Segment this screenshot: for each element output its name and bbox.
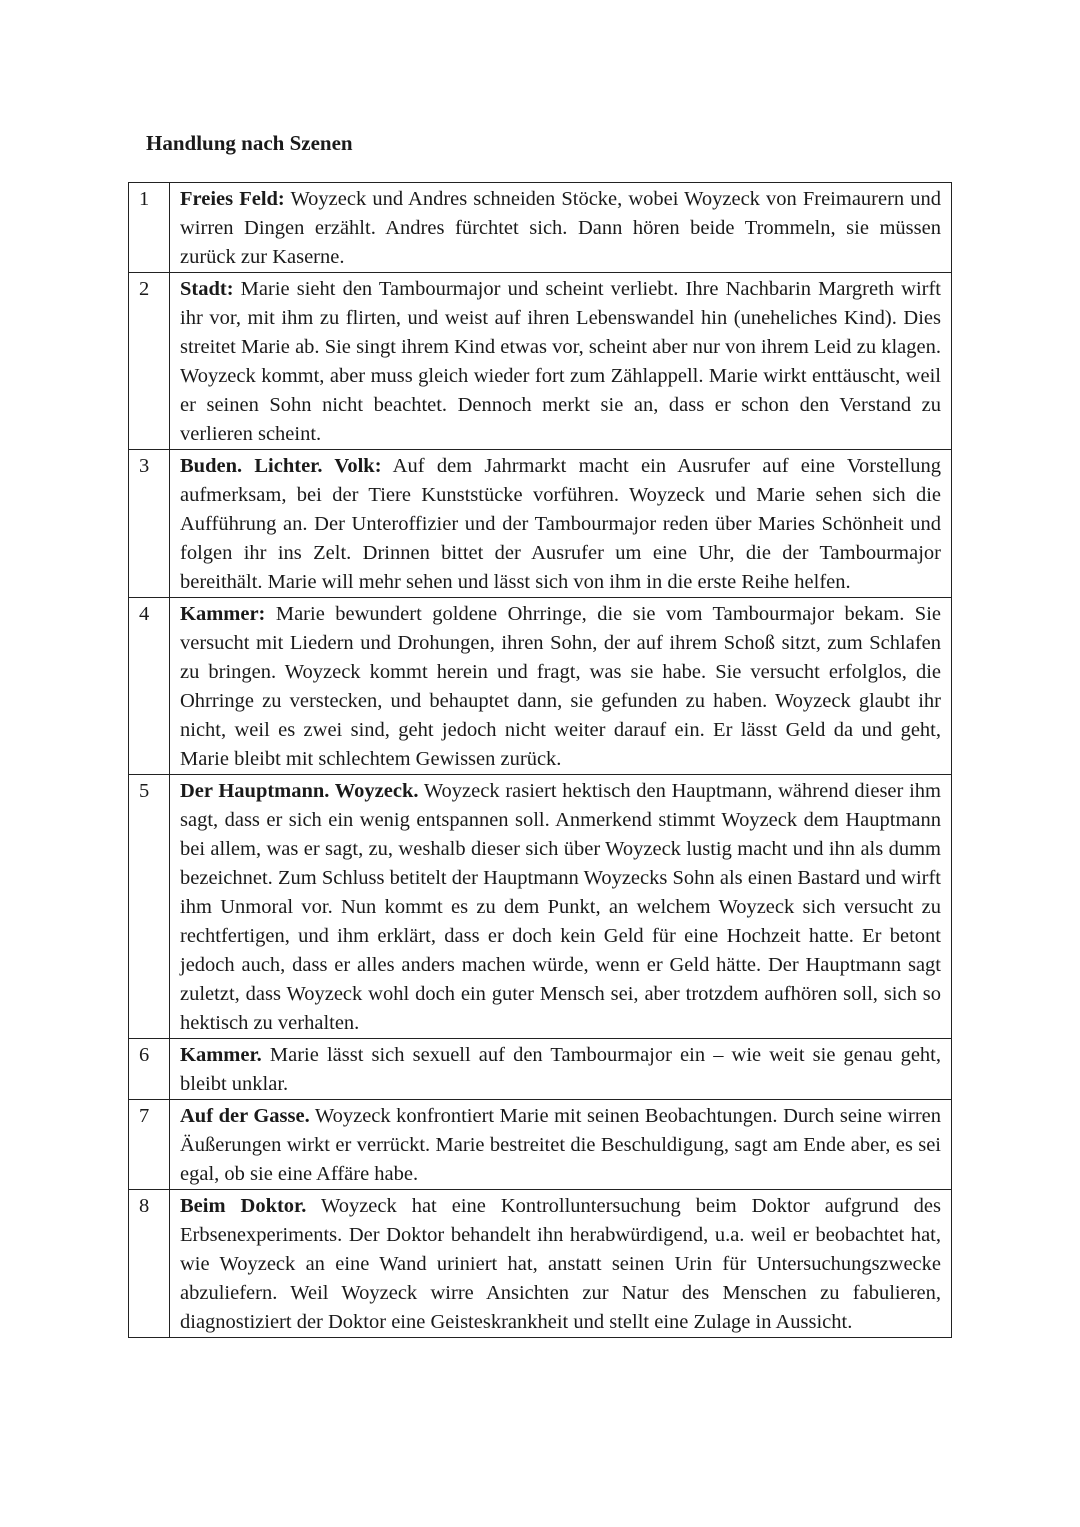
scene-description	[170, 598, 952, 775]
scene-table	[128, 182, 952, 1338]
scene-title: Buden. Lichter. Volk:	[180, 455, 382, 477]
scene-title: Kammer:	[180, 603, 266, 625]
scene-row	[129, 1100, 952, 1190]
scene-row	[129, 450, 952, 598]
scene-text: Auf dem Jahrmarkt macht ein Ausrufer auf eine Vorstellung aufmerksam, bei der Tiere Kunststücke vorführen. Woyzeck und Marie sehen sich die Aufführung an. Der Unteroffizier und der Tambourmajor reden über Maries Schönheit und folgen ihr ins Zelt. Drinnen bittet der Ausrufer um eine Uhr, die der Tambourmajor bereithält. Marie will mehr sehen und lässt sich von ihm in die erste Reihe helfen.	[180, 455, 942, 593]
scene-number: 3	[129, 450, 170, 598]
scene-number: 2	[129, 273, 170, 450]
scene-text: Woyzeck konfrontiert Marie mit seinen Beobachtungen. Durch seine wirren Äußerungen wirkt er verrückt. Marie bestreitet die Beschuldigung, sagt am Ende aber, es sei egal, ob sie eine Affäre habe.	[180, 1105, 941, 1185]
scene-number: 6	[129, 1039, 170, 1100]
scene-title: Kammer.	[180, 1044, 262, 1066]
scene-number: 5	[129, 775, 170, 1039]
scene-number: 8	[129, 1190, 170, 1338]
scene-description	[170, 273, 952, 450]
scene-number: 7	[129, 1100, 170, 1190]
scene-title: Beim Doktor.	[180, 1195, 307, 1217]
scene-number: 4	[129, 598, 170, 775]
scene-title: Auf der Gasse.	[180, 1105, 310, 1127]
scene-title: Stadt:	[180, 278, 234, 300]
scene-description	[170, 1039, 952, 1100]
scene-text: Woyzeck rasiert hektisch den Hauptmann, während dieser ihm sagt, dass er sich ein wenig entspannen soll. Anmerkend stimmt Woyzeck dem Hauptmann bei allem, was er sagt, zu, weshalb dieser sich über Woyzeck lustig macht und ihn als dumm bezeichnet. Zum Schluss betitelt der Hauptmann Woyzecks Sohn als einen Bastard und wirft ihm Unmoral vor. Nun kommt es zu dem Punkt, an welchem Woyzeck sich versucht zu rechtfertigen, und ihm erklärt, dass er doch kein Geld für eine Hochzeit hatte. Er betont jedoch auch, dass er alles anders machen würde, wenn er Geld hätte. Der Hauptmann sagt zuletzt, dass Woyzeck wohl doch ein guter Mensch sei, aber trotzdem aufhören soll, sich so hektisch zu verhalten.	[180, 780, 941, 1034]
scene-description	[170, 1190, 952, 1338]
scene-text: Marie sieht den Tambourmajor und scheint verliebt. Ihre Nachbarin Margreth wirft ihr vor, mit ihm zu flirten, und weist auf ihren Lebenswandel hin (uneheliches Kind). Dies streitet Marie ab. Sie singt ihrem Kind etwas vor, scheint aber nur von ihrem Leid zu klagen. Woyzeck kommt, aber muss gleich wieder fort zum Zählappell. Marie wirkt enttäuscht, weil er seinen Sohn nicht beachtet. Dennoch merkt sie an, dass er schon den Verstand zu verlieren scheint.	[180, 278, 941, 445]
scene-title: Freies Feld:	[180, 188, 285, 210]
scene-number: 1	[129, 183, 170, 273]
scene-row	[129, 775, 952, 1039]
scene-text: Marie bewundert goldene Ohrringe, die sie vom Tambourmajor bekam. Sie versucht mit Liedern und Drohungen, ihren Sohn, der auf ihrem Schoß sitzt, zum Schlafen zu bringen. Woyzeck kommt herein und fragt, was sie habe. Sie versucht erfolglos, die Ohrringe zu verstecken, und behauptet dann, sie gefunden zu haben. Woyzeck glaubt ihr nicht, weil es zwei sind, geht jedoch nicht weiter darauf ein. Er lässt Geld da und geht, Marie bleibt mit schlechtem Gewissen zurück.	[180, 603, 941, 770]
scene-description	[170, 183, 952, 273]
scene-row	[129, 1190, 952, 1338]
scene-row	[129, 598, 952, 775]
scene-title: Der Hauptmann. Woyzeck.	[180, 780, 419, 802]
scene-row	[129, 273, 952, 450]
scene-description	[170, 775, 952, 1039]
scene-text: Woyzeck hat eine Kontrolluntersuchung beim Doktor aufgrund des Erbsenexperiments. Der Doktor behandelt ihn herabwürdigend, u.a. weil er beobachtet hat, wie Woyzeck an eine Wand uriniert hat, anstatt seinen Urin für Untersuchungszwecke abzuliefern. Weil Woyzeck wirre Ansichten zur Natur des Menschen zu fabulieren, diagnostiziert der Doktor eine Geisteskrankheit und stellt eine Zulage in Aussicht.	[180, 1195, 941, 1333]
scene-description	[170, 450, 952, 598]
scene-row	[129, 1039, 952, 1100]
scene-text: Marie lässt sich sexuell auf den Tambourmajor ein – wie weit sie genau geht, bleibt unklar.	[180, 1044, 941, 1095]
scene-row	[129, 183, 952, 273]
scene-table-body	[129, 183, 952, 1338]
scene-text: Woyzeck und Andres schneiden Stöcke, wobei Woyzeck von Freimaurern und wirren Dingen erzählt. Andres fürchtet sich. Dann hören beide Trommeln, sie müssen zurück zur Kaserne.	[180, 188, 942, 268]
scene-description	[170, 1100, 952, 1190]
page-title: Handlung nach Szenen	[146, 131, 353, 155]
